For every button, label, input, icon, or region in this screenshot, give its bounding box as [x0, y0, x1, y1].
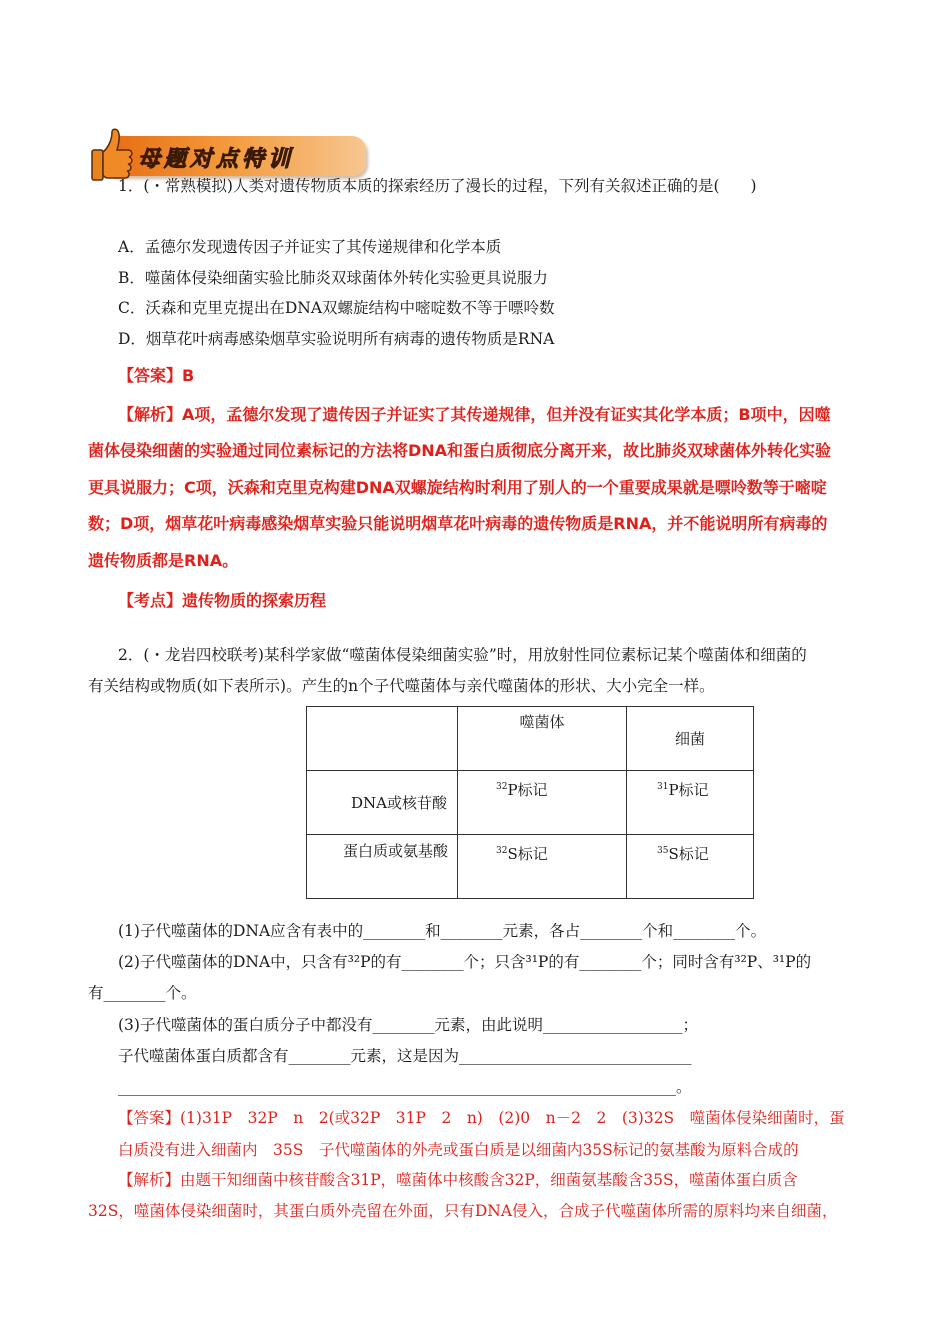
q1-option-a: A．孟德尔发现遗传因子并证实了其传递规律和化学本质	[118, 238, 502, 256]
row-label: 蛋白质或氨基酸	[307, 835, 458, 899]
q2-sub3: (3)子代噬菌体的蛋白质分子中都没有________元素，由此说明__________________；	[118, 1016, 698, 1034]
q2-stem-line: 2．(・龙岩四校联考)某科学家做“噬菌体侵染细菌实验”时，用放射性同位素标记某个噬菌体和细菌的	[118, 646, 807, 664]
q1-option-b: B．噬菌体侵染细菌实验比肺炎双球菌体外转化实验更具说服力	[118, 269, 548, 287]
q2-sub3-cont: 子代噬菌体蛋白质都含有________元素，这是因为______________________________	[118, 1047, 692, 1065]
labeling-table	[306, 706, 754, 899]
q2-sub1: (1)子代噬菌体的DNA应含有表中的________和________元素，各占________个和________个。	[118, 922, 767, 940]
q1-option-d: D．烟草花叶病毒感染烟草实验说明所有病毒的遗传物质是RNA	[118, 330, 555, 348]
q1-option-c: C．沃森和克里克提出在DNA双螺旋结构中嘧啶数不等于嘌呤数	[118, 299, 555, 317]
q1-stem: 1．(・常熟模拟)人类对遗传物质本质的探索经历了漫长的过程，下列有关叙述正确的是( )	[118, 177, 757, 195]
table-row	[307, 835, 754, 899]
table-corner-cell	[307, 707, 458, 771]
row-label: DNA或核苷酸	[307, 771, 458, 835]
q2-analysis-cont: 32S，噬菌体侵染细菌时，其蛋白质外壳留在外面，只有DNA侵入，合成子代噬菌体所需的原料均来自细菌，	[88, 1202, 838, 1220]
q1-analysis-line: 菌体侵染细菌的实验通过同位素标记的方法将DNA和蛋白质彻底分离开来，故比肺炎双球菌体外转化实验	[88, 441, 832, 460]
q1-kaodian: 【考点】遗传物质的探索历程	[118, 591, 327, 610]
table-header-phage: 噬菌体	[458, 707, 627, 771]
banner-title: 母题对点特训	[138, 147, 295, 172]
q1-analysis-line: 更具说服力；C项，沃森和克里克构建DNA双螺旋结构时利用了别人的一个重要成果就是嘌呤数等于嘧啶	[88, 478, 827, 497]
table-cell: $^{32}$P标记	[458, 771, 627, 835]
q1-analysis-line: 遗传物质都是RNA。	[88, 551, 239, 570]
q2-analysis: 【解析】由题干知细菌中核苷酸含31P，噬菌体中核酸含32P，细菌氨基酸含35S，噬菌体蛋白质含	[118, 1171, 798, 1189]
table-cell: $^{35}$S标记	[627, 835, 754, 899]
q2-sub3-blank: ________________________________________________________________________。	[118, 1078, 692, 1096]
q2-stem-line: 有关结构或物质(如下表所示)。产生的n个子代噬菌体与亲代噬菌体的形状、大小完全一样。	[88, 677, 715, 695]
q1-analysis-line: 数；D项，烟草花叶病毒感染烟草实验只能说明烟草花叶病毒的遗传物质是RNA，并不能说明所有病毒的	[88, 514, 828, 533]
table-row	[307, 771, 754, 835]
table-cell: $^{31}$P标记	[627, 771, 754, 835]
table-cell: $^{32}$S标记	[458, 835, 627, 899]
q2-answer: 【答案】(1)31P 32P n 2(或32P 31P 2 n) (2)0 n－2 2 (3)32S 噬菌体侵染细菌时，蛋	[118, 1109, 845, 1127]
table-header-bacteria: 细菌	[627, 707, 754, 771]
q1-analysis-line: 【解析】A项，孟德尔发现了遗传因子并证实了其传递规律，但并没有证实其化学本质；B项中，因噬	[118, 405, 831, 424]
q2-answer-cont: 白质没有进入细菌内 35S 子代噬菌体的外壳或蛋白质是以细菌内35S标记的氨基酸为原料合成的	[118, 1141, 799, 1159]
q2-sub2-cont: 有________个。	[88, 984, 197, 1002]
q1-answer: 【答案】B	[118, 366, 195, 385]
q2-sub2: (2)子代噬菌体的DNA中，只含有³²P的有________个；只含³¹P的有________个；同时含有³²P、³¹P的	[118, 953, 812, 971]
